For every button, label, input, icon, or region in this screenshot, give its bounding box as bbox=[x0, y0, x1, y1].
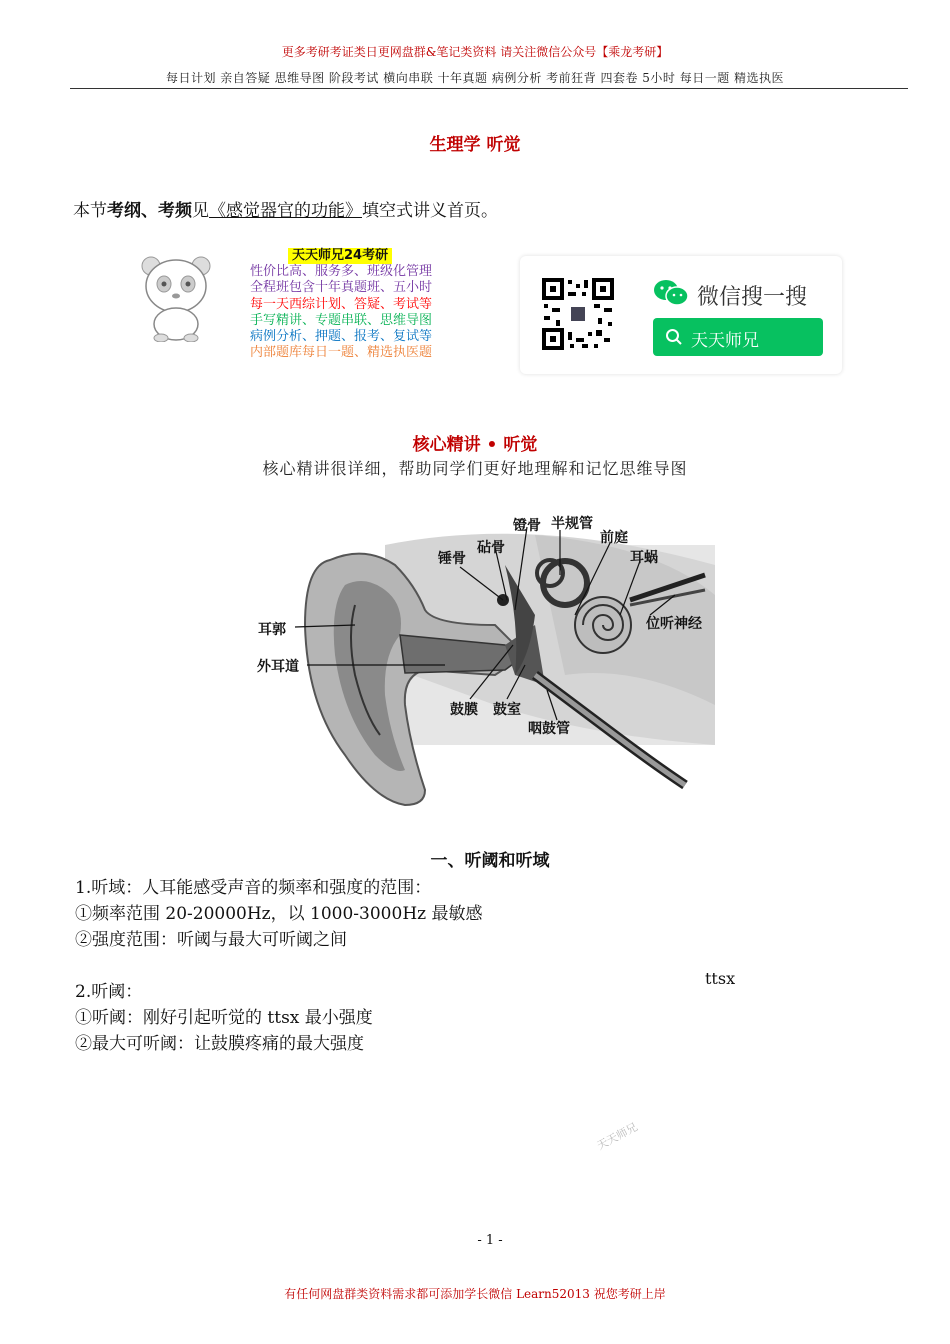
content-line: ①频率范围 20-20000Hz，以 1000-3000Hz 最敏感 bbox=[75, 904, 483, 924]
header-divider bbox=[70, 88, 908, 89]
panda-icon bbox=[137, 252, 217, 342]
search-icon bbox=[665, 328, 683, 346]
wechat-search-title: 微信搜一搜 bbox=[697, 285, 808, 310]
ear-anatomy-diagram bbox=[235, 505, 725, 815]
promo-line: 性价比高、服务多、班级化管理 bbox=[250, 264, 433, 280]
promo-line: 全程班包含十年真题班、五小时 bbox=[250, 280, 433, 296]
footer-note: 有任何网盘群类资料需求都可添加学长微信 Learn52013 祝您考研上岸 bbox=[284, 1287, 666, 1301]
promo-line: 病例分析、押题、报考、复试等 bbox=[250, 329, 433, 345]
label-ear-canal: 外耳道 bbox=[257, 659, 299, 675]
promo-line: 天天师兄24考研 bbox=[250, 248, 432, 264]
header-notice: 更多考研考证类日更网盘群&笔记类资料 请关注微信公众号【乘龙考研】 bbox=[281, 45, 669, 59]
label-auditory-nerve: 位听神经 bbox=[646, 616, 702, 632]
side-note: ttsx bbox=[705, 969, 736, 988]
promo-line: 每一天西综计划、答疑、考试等 bbox=[250, 296, 433, 312]
content-line: ①听阈：刚好引起听觉的 ttsx 最小强度 bbox=[75, 1008, 373, 1028]
label-pinna: 耳郭 bbox=[258, 622, 286, 638]
intro-link[interactable]: 《感觉器官的功能》 bbox=[209, 201, 362, 221]
page-title: 生理学 听觉 bbox=[429, 135, 521, 155]
label-tympanic-cavity: 鼓室 bbox=[493, 702, 521, 718]
promo-text bbox=[250, 248, 432, 361]
content-line: ②最大可听阈：让鼓膜疼痛的最大强度 bbox=[75, 1034, 364, 1054]
label-incus: 砧骨 bbox=[477, 540, 505, 556]
intro-paragraph: 本节考纲、考频见《感觉器官的功能》填空式讲义首页。 bbox=[73, 201, 498, 221]
label-semicircular-canals: 半规管 bbox=[551, 516, 593, 532]
wechat-search-button[interactable]: 天天师兄 bbox=[653, 318, 823, 356]
label-malleus: 锤骨 bbox=[438, 551, 466, 567]
promo-block bbox=[137, 248, 467, 378]
content-heading: 一、听阈和听域 bbox=[430, 851, 550, 871]
promo-line: 内部题库每日一题、精选执医题 bbox=[250, 345, 433, 361]
label-stapes: 镫骨 bbox=[513, 518, 541, 534]
section-title: 核心精讲 • 听觉 bbox=[412, 435, 538, 455]
content-line: 2.听阈： bbox=[75, 982, 143, 1002]
content-line: ②强度范围：听阈与最大可听阈之间 bbox=[75, 930, 347, 950]
label-eardrum: 鼓膜 bbox=[450, 702, 478, 718]
header-nav: 每日计划 亲自答疑 思维导图 阶段考试 横向串联 十年真题 病例分析 考前狂背 四套卷 5小时 每日一题 精选执医 bbox=[165, 71, 785, 85]
content-line: 1.听域：人耳能感受声音的频率和强度的范围： bbox=[75, 878, 432, 898]
label-eustachian-tube: 咽鼓管 bbox=[528, 721, 570, 737]
promo-line: 手写精讲、专题串联、思维导图 bbox=[250, 312, 433, 328]
label-cochlea: 耳蜗 bbox=[630, 550, 658, 566]
section-subtitle: 核心精讲很详细，帮助同学们更好地理解和记忆思维导图 bbox=[262, 459, 688, 478]
label-vestibule: 前庭 bbox=[600, 530, 628, 546]
qr-code-icon[interactable] bbox=[542, 278, 614, 370]
watermark: 天天师兄 bbox=[594, 1120, 640, 1153]
wechat-logo-icon bbox=[653, 278, 689, 308]
page-number: - 1 - bbox=[477, 1233, 503, 1248]
wechat-card bbox=[520, 256, 842, 374]
